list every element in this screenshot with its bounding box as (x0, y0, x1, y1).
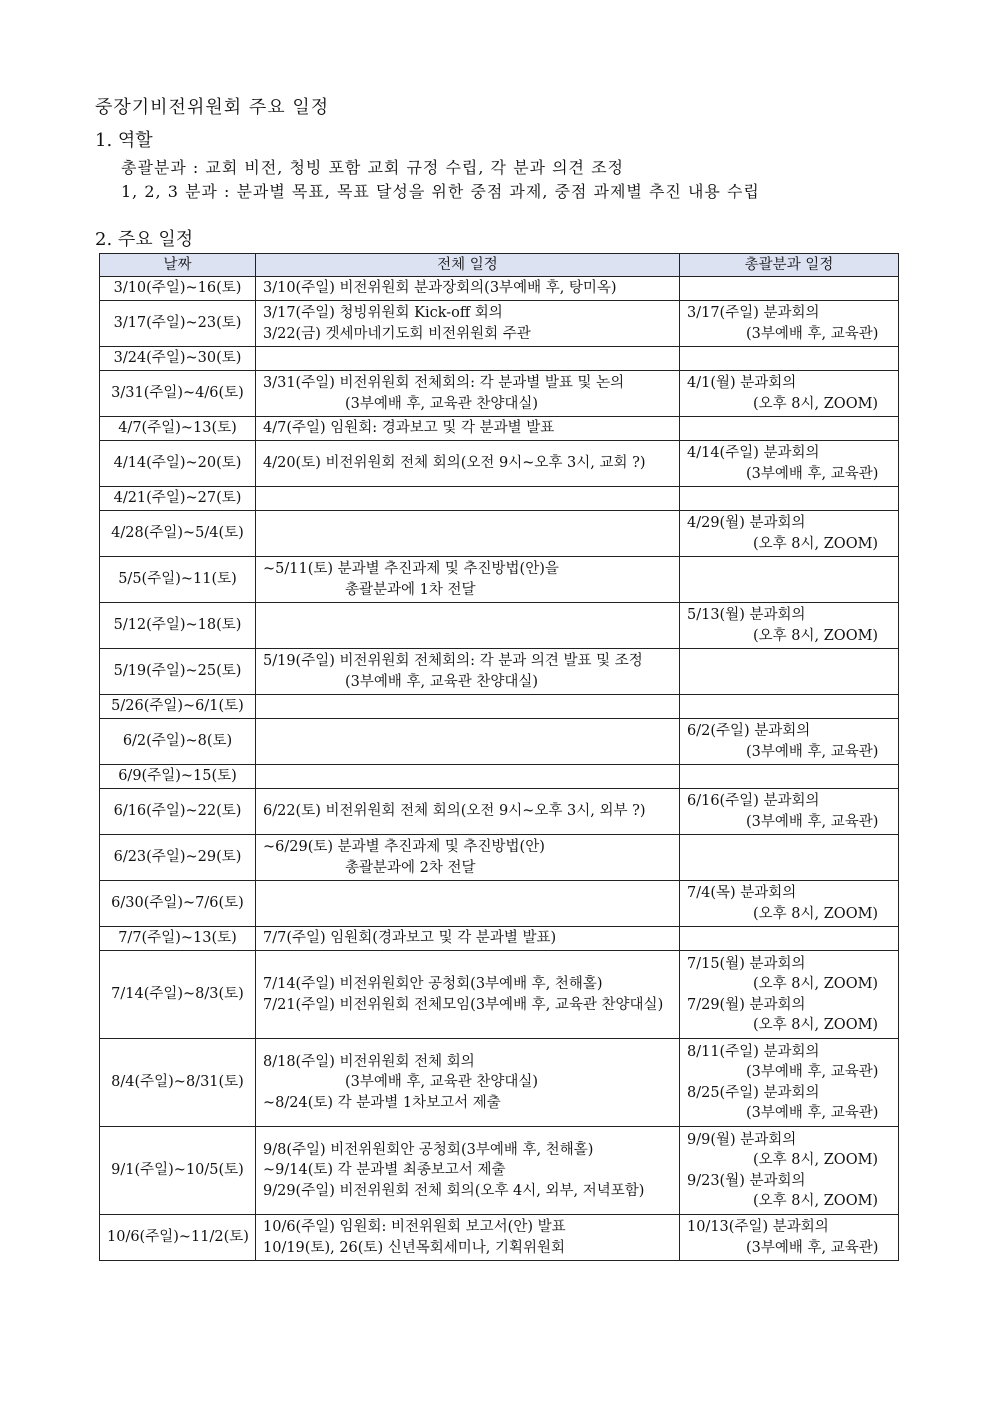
general-line: (오후 8시, ZOOM) (753, 1193, 879, 1209)
overall-line: 3/10(주일) 비전위원회 분과장회의(3부예배 후, 탕미옥) (263, 280, 617, 297)
general-line: 4/1(월) 분과회의 (687, 375, 797, 391)
overall-line: 4/7(주일) 임원회: 경과보고 및 각 분과별 발표 (263, 420, 555, 437)
row-general-schedule (680, 927, 899, 951)
row-general-schedule (680, 487, 899, 511)
table-row (100, 277, 899, 301)
overall-line: 7/7(주일) 임원회(경과보고 및 각 분과별 발표) (263, 930, 557, 947)
overall-line: ~8/24(토) 각 분과별 1차보고서 제출 (263, 1094, 501, 1111)
overall-line: 4/20(토) 비전위원회 전체 회의(오전 9시~오후 3시, 교회 ?) (263, 455, 646, 472)
general-line: (3부예배 후, 교육관) (746, 465, 879, 482)
general-line: (오후 8시, ZOOM) (753, 627, 879, 644)
row-date: 7/7(주일)~13(토) (100, 927, 256, 951)
row-overall-schedule (256, 301, 680, 347)
row-overall-schedule (256, 557, 680, 603)
general-line: 9/23(월) 분과회의 (687, 1172, 806, 1189)
row-overall-schedule (256, 1127, 680, 1215)
row-date: 7/14(주일)~8/3(토) (100, 951, 256, 1039)
general-line: 8/25(주일) 분과회의 (687, 1084, 820, 1101)
general-line: 4/14(주일) 분과회의 (687, 445, 820, 461)
row-date: 5/19(주일)~25(토) (100, 649, 256, 695)
row-date: 6/23(주일)~29(토) (100, 835, 256, 881)
general-line: (오후 8시, ZOOM) (753, 1017, 879, 1033)
overall-line: 7/14(주일) 비전위원회안 공청회(3부예배 후, 천해홀) (263, 976, 603, 992)
overall-line: 10/19(토), 26(토) 신년목회세미나, 기획위원회 (263, 1239, 566, 1256)
row-overall-schedule (256, 277, 680, 301)
row-date: 10/6(주일)~11/2(토) (100, 1215, 256, 1261)
overall-line: (3부예배 후, 교육관 찬양대실) (345, 395, 539, 412)
row-date: 4/28(주일)~5/4(토) (100, 511, 256, 557)
schedule-table (99, 253, 899, 1261)
row-general-schedule (680, 1039, 899, 1127)
row-overall-schedule (256, 371, 680, 417)
table-row (100, 557, 899, 603)
general-line: 7/15(월) 분과회의 (687, 955, 806, 972)
row-general-schedule (680, 789, 899, 835)
row-overall-schedule (256, 417, 680, 441)
row-overall-schedule (256, 441, 680, 487)
row-general-schedule (680, 951, 899, 1039)
overall-line: 9/8(주일) 비전위원회안 공청회(3부예배 후, 천해홀) (263, 1141, 594, 1158)
row-overall-schedule (256, 1039, 680, 1127)
row-date: 4/21(주일)~27(토) (100, 487, 256, 511)
general-line: 7/4(목) 분과회의 (687, 885, 797, 901)
row-overall-schedule (256, 649, 680, 695)
row-overall-schedule (256, 511, 680, 557)
general-line: 5/13(월) 분과회의 (687, 607, 806, 623)
general-line: (3부예배 후, 교육관) (746, 1064, 879, 1080)
row-general-schedule (680, 881, 899, 927)
overall-line: 6/22(토) 비전위원회 전체 회의(오전 9시~오후 3시, 외부 ?) (263, 803, 646, 820)
overall-line: (3부예배 후, 교육관 찬양대실) (345, 673, 539, 690)
general-line: 6/2(주일) 분과회의 (687, 723, 811, 739)
document-title: 중장기비전위원회 주요 일정 (95, 97, 330, 118)
row-date: 4/14(주일)~20(토) (100, 441, 256, 487)
row-general-schedule (680, 441, 899, 487)
table-row (100, 835, 899, 881)
section-heading-role: 1. 역할 (95, 130, 153, 151)
general-line: (3부예배 후, 교육관) (746, 743, 879, 760)
row-overall-schedule (256, 695, 680, 719)
general-line: (3부예배 후, 교육관) (746, 813, 879, 830)
section-heading-schedule: 2. 주요 일정 (95, 229, 194, 250)
general-line: 3/17(주일) 분과회의 (687, 305, 820, 321)
row-date: 6/2(주일)~8(토) (100, 719, 256, 765)
row-general-schedule (680, 765, 899, 789)
overall-line: 총괄분과에 2차 전달 (345, 859, 476, 876)
overall-line: 9/29(주일) 비전위원회 전체 회의(오후 4시, 외부, 저녁포함) (263, 1182, 645, 1199)
table-row (100, 603, 899, 649)
general-line: (오후 8시, ZOOM) (753, 976, 879, 992)
general-line: (오후 8시, ZOOM) (753, 535, 879, 552)
general-line: (오후 8시, ZOOM) (753, 1152, 879, 1168)
row-overall-schedule (256, 951, 680, 1039)
table-row (100, 441, 899, 487)
table-row (100, 649, 899, 695)
row-date: 3/17(주일)~23(토) (100, 301, 256, 347)
row-date: 5/12(주일)~18(토) (100, 603, 256, 649)
overall-line: 10/6(주일) 임원회: 비전위원회 보고서(안) 발표 (263, 1219, 566, 1235)
row-overall-schedule (256, 1215, 680, 1261)
table-row (100, 789, 899, 835)
row-general-schedule (680, 649, 899, 695)
overall-line: 3/17(주일) 청빙위원회 Kick-off 회의 (263, 305, 503, 321)
table-row (100, 417, 899, 441)
row-date: 4/7(주일)~13(토) (100, 417, 256, 441)
row-overall-schedule (256, 789, 680, 835)
general-line: (3부예배 후, 교육관) (746, 1105, 879, 1121)
table-row (100, 881, 899, 927)
row-general-schedule (680, 695, 899, 719)
header-general: 총괄분과 일정 (680, 254, 899, 277)
row-date: 6/16(주일)~22(토) (100, 789, 256, 835)
overall-line: 총괄분과에 1차 전달 (345, 581, 476, 598)
row-date: 5/26(주일)~6/1(토) (100, 695, 256, 719)
row-date: 5/5(주일)~11(토) (100, 557, 256, 603)
header-date: 날짜 (100, 254, 256, 277)
header-overall: 전체 일정 (256, 254, 680, 277)
row-overall-schedule (256, 487, 680, 511)
row-overall-schedule (256, 347, 680, 371)
row-date: 9/1(주일)~10/5(토) (100, 1127, 256, 1215)
general-line: (3부예배 후, 교육관) (746, 1239, 879, 1256)
row-general-schedule (680, 277, 899, 301)
table-row (100, 951, 899, 1039)
row-general-schedule (680, 1215, 899, 1261)
overall-line: ~9/14(토) 각 분과별 최종보고서 제출 (263, 1162, 506, 1179)
table-row (100, 511, 899, 557)
table-row (100, 487, 899, 511)
table-row (100, 765, 899, 789)
row-date: 8/4(주일)~8/31(토) (100, 1039, 256, 1127)
overall-line: 3/22(금) 겟세마네기도회 비전위원회 주관 (263, 325, 531, 342)
row-date: 6/30(주일)~7/6(토) (100, 881, 256, 927)
table-row (100, 695, 899, 719)
overall-line: ~6/29(토) 분과별 추진과제 및 추진방법(안) (263, 839, 545, 855)
table-row (100, 301, 899, 347)
row-overall-schedule (256, 835, 680, 881)
row-date: 3/10(주일)~16(토) (100, 277, 256, 301)
row-general-schedule (680, 347, 899, 371)
general-line: 6/16(주일) 분과회의 (687, 793, 820, 809)
general-line: 4/29(월) 분과회의 (687, 515, 806, 531)
general-line: (오후 8시, ZOOM) (753, 905, 879, 922)
role-line-subcommittees: 1, 2, 3 분과 : 분과별 목표, 목표 달성을 위한 중점 과제, 중점 과제별 추진 내용 수립 (121, 182, 760, 201)
row-general-schedule (680, 1127, 899, 1215)
table-row (100, 1215, 899, 1261)
row-general-schedule (680, 417, 899, 441)
table-row (100, 371, 899, 417)
row-date: 3/31(주일)~4/6(토) (100, 371, 256, 417)
row-general-schedule (680, 371, 899, 417)
general-line: 9/9(월) 분과회의 (687, 1131, 797, 1148)
table-row (100, 347, 899, 371)
row-overall-schedule (256, 927, 680, 951)
row-overall-schedule (256, 603, 680, 649)
table-row (100, 1039, 899, 1127)
table-row (100, 927, 899, 951)
row-overall-schedule (256, 719, 680, 765)
overall-line: 8/18(주일) 비전위원회 전체 회의 (263, 1053, 475, 1070)
general-line: 10/13(주일) 분과회의 (687, 1219, 829, 1235)
table-header-row (100, 254, 899, 277)
overall-line: 7/21(주일) 비전위원회 전체모임(3부예배 후, 교육관 찬양대실) (263, 996, 664, 1013)
general-line: 8/11(주일) 분과회의 (687, 1043, 820, 1060)
row-general-schedule (680, 557, 899, 603)
overall-line: (3부예배 후, 교육관 찬양대실) (345, 1074, 539, 1091)
table-row (100, 719, 899, 765)
general-line: (3부예배 후, 교육관) (746, 325, 879, 342)
overall-line: 5/19(주일) 비전위원회 전체회의: 각 분과 의견 발표 및 조정 (263, 653, 643, 669)
row-general-schedule (680, 835, 899, 881)
overall-line: ~5/11(토) 분과별 추진과제 및 추진방법(안)을 (263, 561, 559, 577)
overall-line: 3/31(주일) 비전위원회 전체회의: 각 분과별 발표 및 논의 (263, 375, 625, 391)
row-date: 6/9(주일)~15(토) (100, 765, 256, 789)
row-general-schedule (680, 719, 899, 765)
row-general-schedule (680, 603, 899, 649)
row-general-schedule (680, 301, 899, 347)
general-line: (오후 8시, ZOOM) (753, 395, 879, 412)
table-row (100, 1127, 899, 1215)
row-overall-schedule (256, 765, 680, 789)
row-overall-schedule (256, 881, 680, 927)
general-line: 7/29(월) 분과회의 (687, 996, 806, 1013)
row-general-schedule (680, 511, 899, 557)
row-date: 3/24(주일)~30(토) (100, 347, 256, 371)
role-line-general: 총괄분과 : 교회 비전, 청빙 포함 교회 규정 수립, 각 분과 의견 조정 (121, 158, 624, 177)
